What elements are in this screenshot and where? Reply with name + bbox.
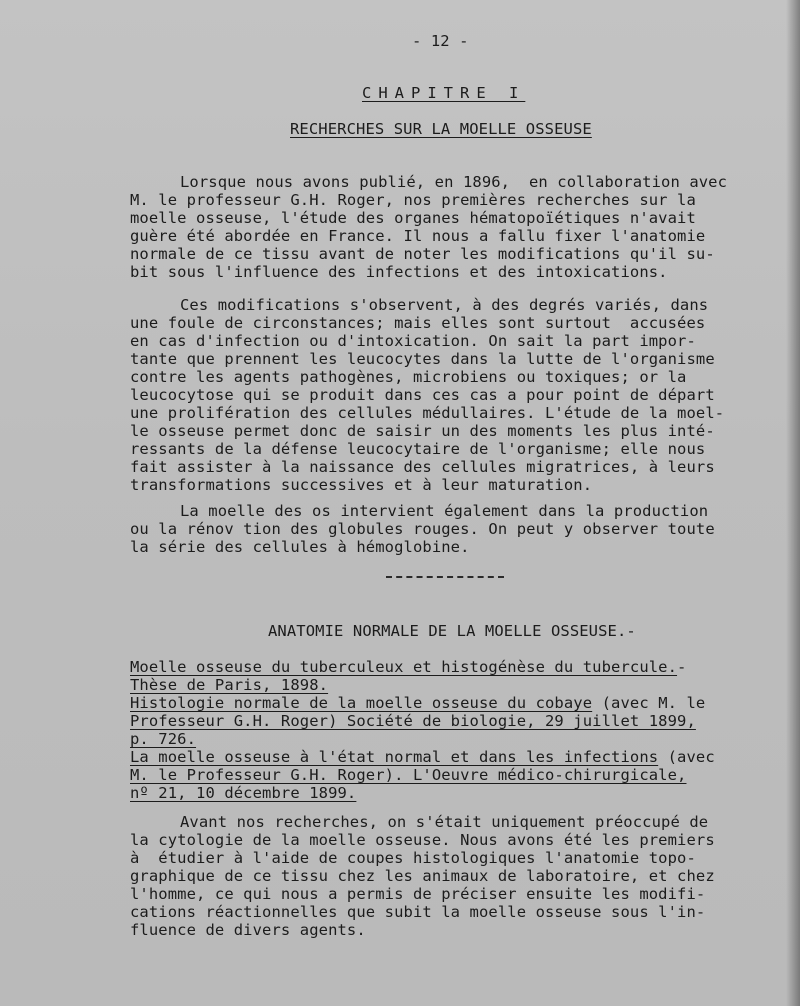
reference-line: M. le Professeur G.H. Roger). L'Oeuvre médico-chirurgicale, [130, 766, 687, 784]
paragraph-1-line: bit sous l'influence des infections et des intoxications. [130, 263, 668, 281]
reference-line: Professeur G.H. Roger) Société de biologie, 29 juillet 1899, [130, 712, 696, 730]
paragraph-2-line: leucocytose qui se produit dans ces cas a pour point de départ [130, 386, 715, 404]
reference-line: La moelle osseuse à l'état normal et dans les infections (avec [130, 748, 715, 766]
paragraph-2-line: transformations successives et à leur maturation. [130, 476, 593, 494]
paragraph-1-line: Lorsque nous avons publié, en 1896, en collaboration avec [180, 173, 728, 191]
paragraph-1-line: normale de ce tissu avant de noter les modifications qu'il su- [130, 245, 715, 263]
paragraph-1-line: M. le professeur G.H. Roger, nos premières recherches sur la [130, 191, 696, 209]
section-heading: ANATOMIE NORMALE DE LA MOELLE OSSEUSE.- [268, 622, 636, 640]
reference-line: p. 726. [130, 730, 197, 748]
paragraph-2-line: Ces modifications s'observent, à des degrés variés, dans [180, 296, 709, 314]
paragraph-4-line: cations réactionnelles que subit la moelle osseuse sous l'in- [130, 903, 706, 921]
paragraph-2-line: tante que prennent les leucocytes dans la lutte de l'organisme [130, 350, 715, 368]
paragraph-2-line: ressants de la défense leucocytaire de l'organisme; elle nous [130, 440, 706, 458]
paragraph-2-line: une foule de circonstances; mais elles sont surtout accusées [130, 314, 706, 332]
chapter-heading: CHAPITRE I [362, 84, 526, 102]
section-separator [386, 576, 504, 578]
reference-line: Histologie normale de la moelle osseuse du cobaye (avec M. le [130, 694, 706, 712]
paragraph-2-line: le osseuse permet donc de saisir un des moments les plus inté- [130, 422, 715, 440]
paragraph-4-line: fluence de divers agents. [130, 921, 366, 939]
paragraph-4-line: Avant nos recherches, on s'était uniquement préoccupé de [180, 813, 709, 831]
paragraph-1-line: guère été abordée en France. Il nous a fallu fixer l'anatomie [130, 227, 706, 245]
paragraph-4-line: à étudier à l'aide de coupes histologiques l'anatomie topo- [130, 849, 696, 867]
paragraph-2-line: en cas d'infection ou d'intoxication. On sait la part impor- [130, 332, 696, 350]
paragraph-2-line: fait assister à la naissance des cellules migratrices, à leurs [130, 458, 715, 476]
paragraph-3-line: ou la rénov tion des globules rouges. On peut y observer toute [130, 520, 715, 538]
reference-line: nº 21, 10 décembre 1899. [130, 784, 357, 802]
paragraph-3-line: la série des cellules à hémoglobine. [130, 538, 470, 556]
paragraph-2-line: contre les agents pathogènes, microbiens ou toxiques; or la [130, 368, 687, 386]
page-number: - 12 - [412, 32, 469, 50]
paragraph-4-line: l'homme, ce qui nous a permis de préciser ensuite les modifi- [130, 885, 706, 903]
reference-line: Thèse de Paris, 1898. [130, 676, 329, 694]
paragraph-3-line: La moelle des os intervient également dans la production [180, 502, 709, 520]
chapter-title: RECHERCHES SUR LA MOELLE OSSEUSE [290, 120, 592, 138]
reference-line: Moelle osseuse du tuberculeux et histogénèse du tubercule.- [130, 658, 687, 676]
paragraph-4-line: la cytologie de la moelle osseuse. Nous avons été les premiers [130, 831, 715, 849]
paragraph-4-line: graphique de ce tissu chez les animaux de laboratoire, et chez [130, 867, 715, 885]
paragraph-2-line: une prolifération des cellules médullaires. L'étude de la moel- [130, 404, 725, 422]
paragraph-1-line: moelle osseuse, l'étude des organes hématopoïétiques n'avait [130, 209, 696, 227]
